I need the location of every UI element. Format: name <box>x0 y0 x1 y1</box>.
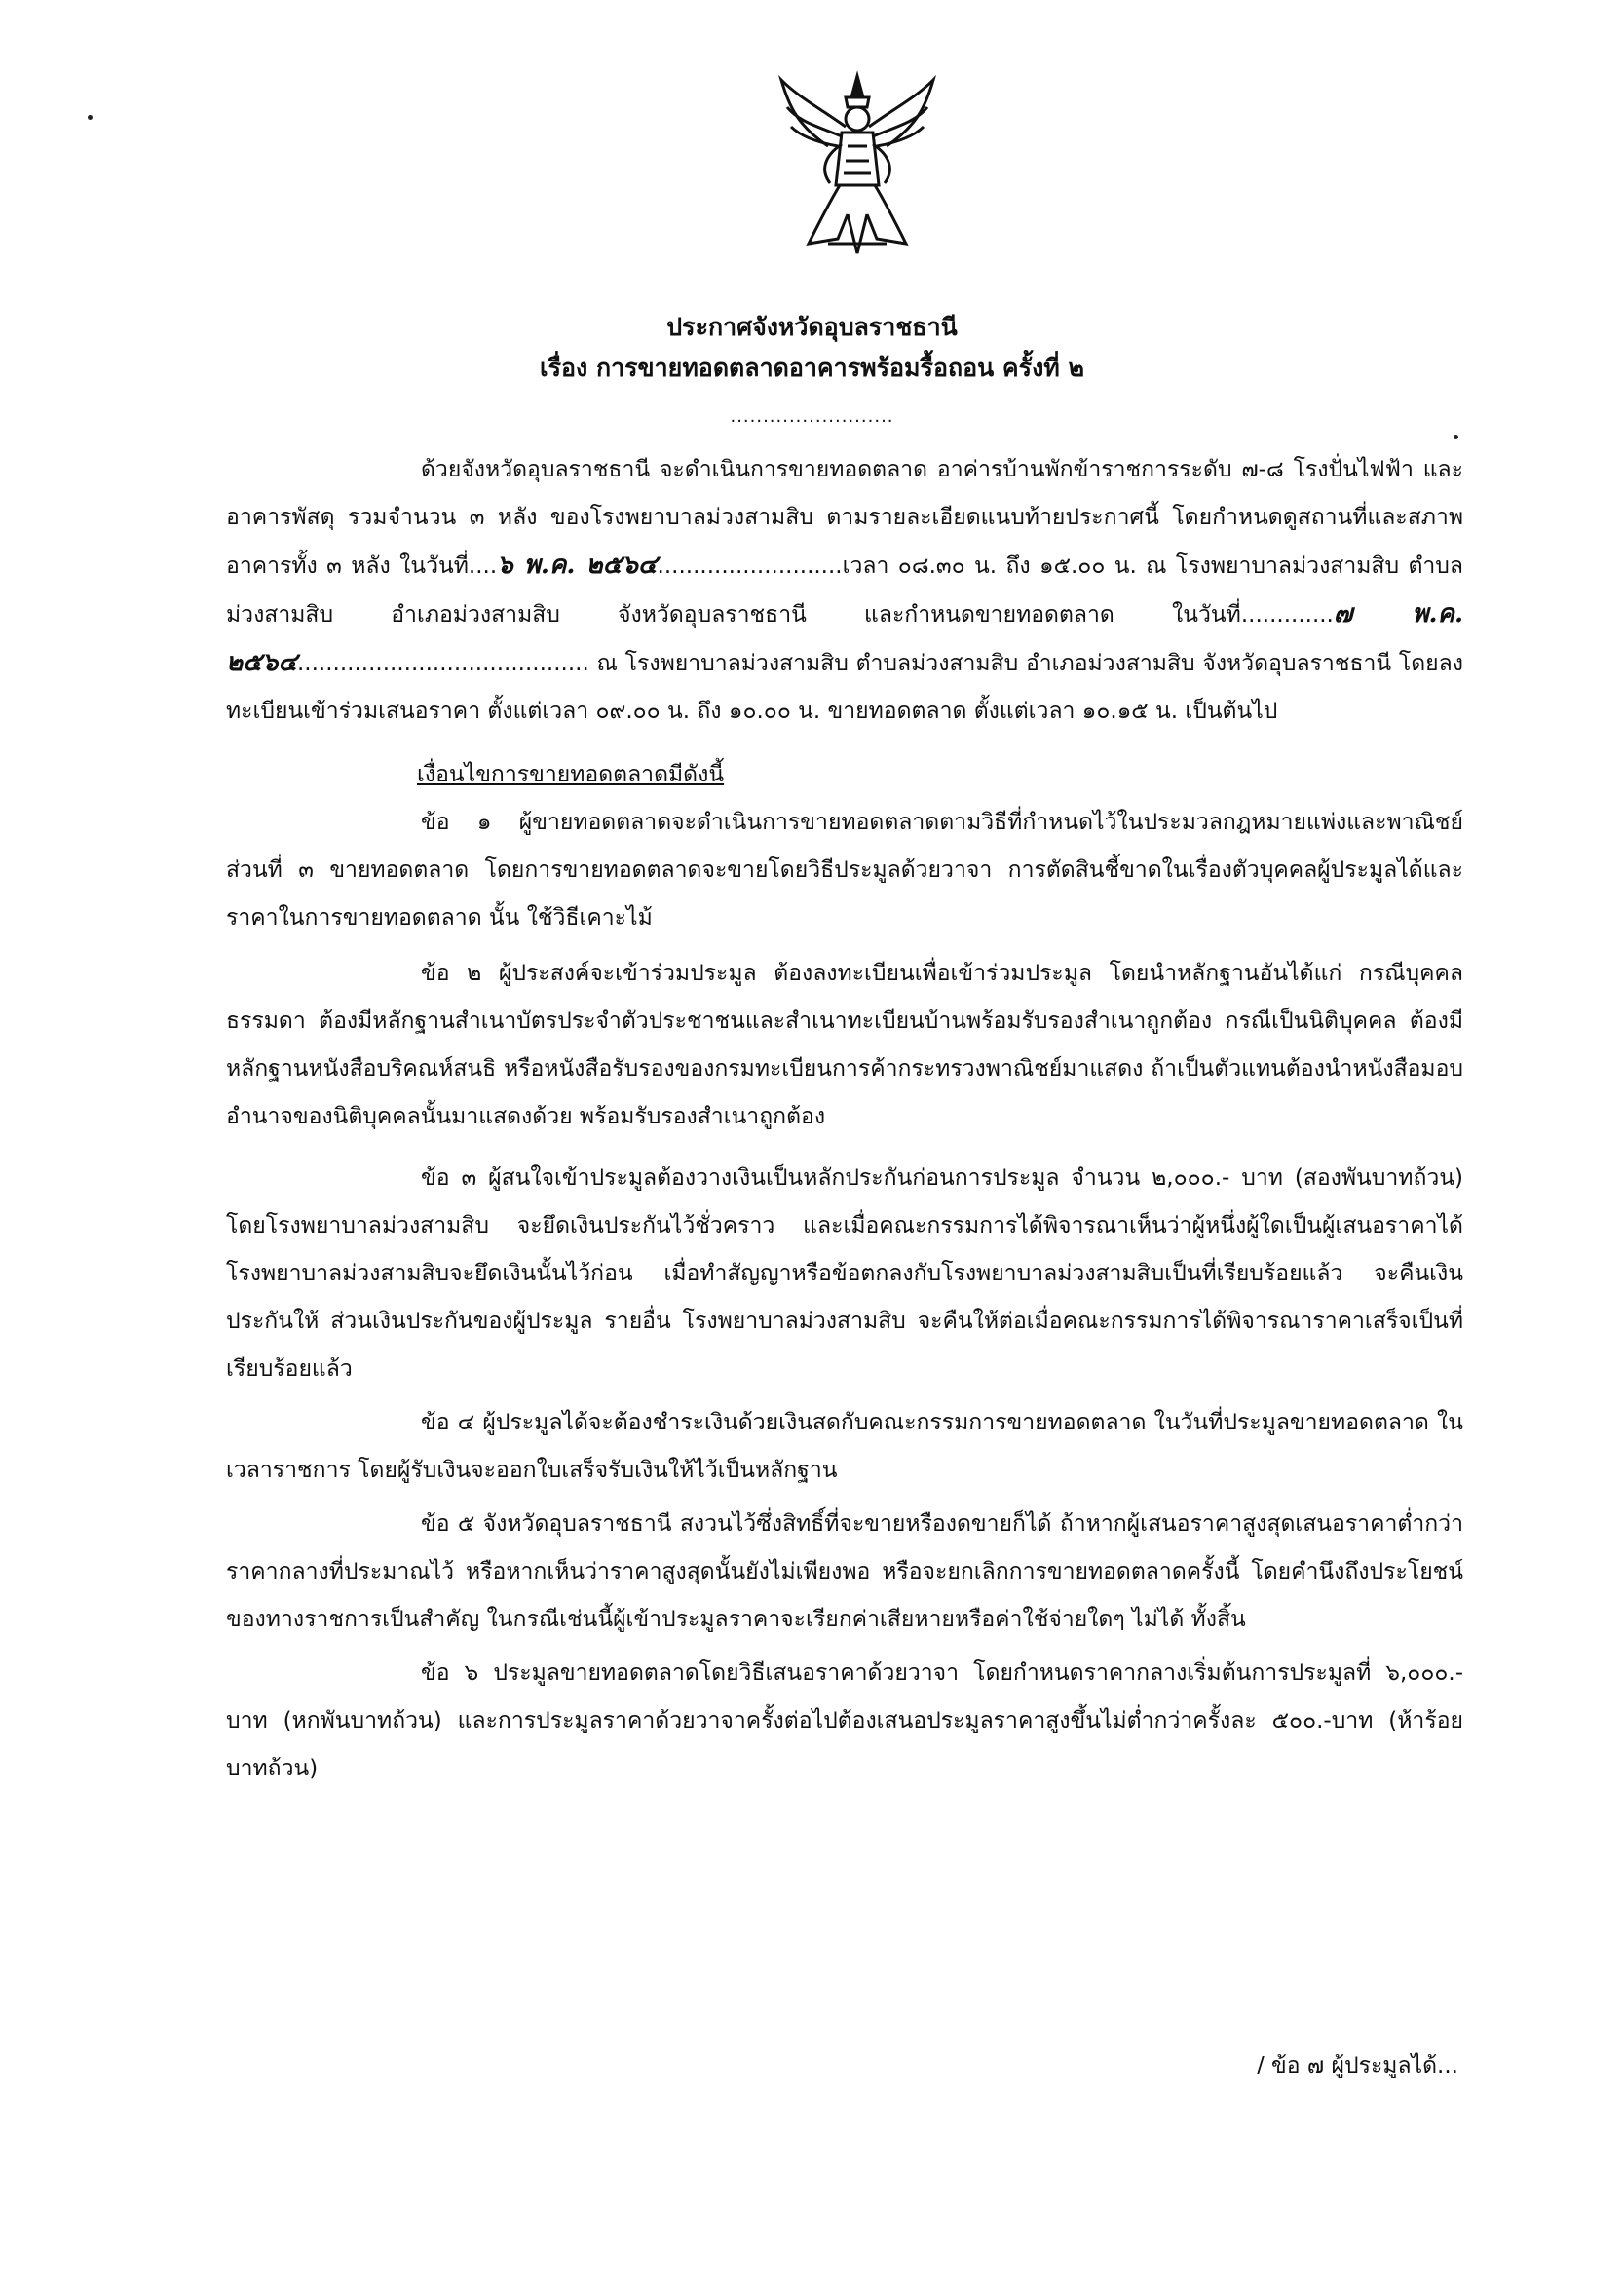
inspection-date: ๖ พ.ค. ๒๕๖๔ <box>497 551 658 580</box>
intro-text-b: เวลา ๐๘.๓๐ น. ถึง ๑๕.๐๐ น. ณ โรงพยาบาลม่วงสามสิบ ตำบลม่วงสามสิบ อำเภอม่วงสามสิบ จังหวัดอุบลราชธานี และกำหนดขายทอดตลาด ในวันที่ <box>226 553 1463 628</box>
scan-speck <box>88 115 93 120</box>
announcement-body <box>226 446 1463 1793</box>
intro-text-c: ณ โรงพยาบาลม่วงสามสิบ ตำบลม่วงสามสิบ อำเภอม่วงสามสิบ จังหวัดอุบลราชธานี โดยลงทะเบียนเข้าร่วมเสนอราคา ตั้งแต่เวลา ๐๙.๐๐ น. ถึง ๑๐.๐๐ น. ขายทอดตลาด ตั้งแต่เวลา ๑๐.๑๕ น. เป็นต้นไป <box>226 651 1463 724</box>
auction-date: ๗ พ.ค. ๒๕๖๔ <box>226 599 1463 677</box>
garuda-emblem-icon <box>770 68 945 263</box>
clause-3: ข้อ ๓ ผู้สนใจเข้าประมูลต้องวางเงินเป็นหลักประกันก่อนการประมูล จำนวน ๒,๐๐๐.- บาท (สองพันบาทถ้วน) โดยโรงพยาบาลม่วงสามสิบ จะยึดเงินประกันไว้ชั่วคราว และเมื่อคณะกรรมการได้พิจารณาเห็นว่าผู้หนึ่งผู้ใดเป็นผู้เสนอราคาได้ โรงพยาบาลม่วงสามสิบจะยึดเงินนั้นไว้ก่อน เมื่อทำสัญญาหรือข้อตกลงกับโรงพยาบาลม่วงสามสิบเป็นที่เรียบร้อยแล้ว จะคืนเงินประกันให้ ส่วนเงินประกันของผู้ประมูล รายอื่น โรงพยาบาลม่วงสามสิบ จะคืนให้ต่อเมื่อคณะกรรมการได้พิจารณาราคาเสร็จเป็นที่เรียบร้อยแล้ว <box>226 1165 1463 1382</box>
intro-paragraph: ด้วยจังหวัดอุบลราชธานี จะดำเนินการขายทอดตลาด อาค่ารบ้านพักข้าราชการระดับ ๗-๘ โรงปั่นไฟฟ้า และอาคารพัสดุ รวมจำนวน ๓ หลัง ของโรงพยาบาลม่วงสามสิบ ตามรายละเอียดแนบท้ายประกาศนี้ โดยกำหนดดูสถานที่และสภาพอาคารทั้ง ๓ หลัง ในวันที่....๖ พ.ค. ๒๕๖๔..........................เวลา ๐๘.๓๐ น. ถึง ๑๕.๐๐ น. ณ โรงพยาบาลม่วงสามสิบ ตำบลม่วงสามสิบ อำเภอม่วงสามสิบ จังหวัดอุบลราชธานี และกำหนดขายทอดตลาด ในวันที่.............๗ พ.ค. ๒๕๖๔......................................... ณ โรงพยาบาลม่วงสามสิบ ตำบลม่วงสามสิบ อำเภอม่วงสามสิบ จังหวัดอุบลราชธานี โดยลงทะเบียนเข้าร่วมเสนอราคา ตั้งแต่เวลา ๐๙.๐๐ น. ถึง ๑๐.๐๐ น. ขายทอดตลาด ตั้งแต่เวลา ๑๐.๑๕ น. เป็นต้นไป <box>226 457 1463 724</box>
continued-note: / ข้อ ๗ ผู้ประมูลได้... <box>1257 2053 1458 2078</box>
title-divider: ......................... <box>730 406 894 427</box>
clause-6: ข้อ ๖ ประมูลขายทอดตลาดโดยวิธีเสนอราคาด้วยวาจา โดยกำหนดราคากลางเริ่มต้นการประมูลที่ ๖,๐๐๐.-บาท (หกพันบาทถ้วน) และการประมูลราคาด้วยวาจาครั้งต่อไปต้องเสนอประมูลราคาสูงขึ้นไม่ต่ำกว่าครั้งละ ๕๐๐.-บาท (ห้าร้อยบาทถ้วน) <box>226 1660 1463 1781</box>
clause-1: ข้อ ๑ ผู้ขายทอดตลาดจะดำเนินการขายทอดตลาดตามวิธีที่กำหนดไว้ในประมวลกฎหมายแพ่งและพาณิชย์ ส่วนที่ ๓ ขายทอดตลาด โดยการขายทอดตลาดจะขายโดยวิธีประมูลด้วยวาจา การตัดสินชี้ขาดในเรื่องตัวบุคคลผู้ประมูลได้และราคาในการขายทอดตลาด นั้น ใช้วิธีเคาะไม้ <box>226 810 1463 931</box>
conditions-heading: เงื่อนไขการขายทอดตลาดมีดังนี้ <box>417 762 725 787</box>
announcement-title: ประกาศจังหวัดอุบลราชธานี <box>666 313 958 341</box>
clause-5: ข้อ ๕ จังหวัดอุบลราชธานี สงวนไว้ซึ่งสิทธิ์ที่จะขายหรืองดขายก็ได้ ถ้าหากผู้เสนอราคาสูงสุดเสนอราคาต่ำกว่าราคากลางที่ประมาณไว้ หรือหากเห็นว่าราคาสูงสุดนั้นยังไม่เพียงพอ หรือจะยกเลิกการขายทอดตลาดครั้งนี้ โดยคำนึงถึงประโยชน์ของทางราชการเป็นสำคัญ ในกรณีเช่นนี้ผู้เข้าประมูลราคาจะเรียกค่าเสียหายหรือค่าใช้จ่ายใดๆ ไม่ได้ ทั้งสิ้น <box>226 1511 1463 1632</box>
clause-2: ข้อ ๒ ผู้ประสงค์จะเข้าร่วมประมูล ต้องลงทะเบียนเพื่อเข้าร่วมประมูล โดยนำหลักฐานอันได้แก่ กรณีบุคคลธรรมดา ต้องมีหลักฐานสำเนาบัตรประจำตัวประชาชนและสำเนาทะเบียนบ้านพร้อมรับรองสำเนาถูกต้อง กรณีเป็นนิติบุคคล ต้องมีหลักฐานหนังสือบริคณห์สนธิ หรือหนังสือรับรองของกรมทะเบียนการค้ากระทรวงพาณิชย์มาแสดง ถ้าเป็นตัวแทนต้องนำหนังสือมอบอำนาจของนิติบุคคลนั้นมาแสดงด้วย พร้อมรับรองสำเนาถูกต้อง <box>226 961 1463 1129</box>
announcement-subject: เรื่อง การขายทอดตลาดอาคารพร้อมรื้อถอน ครั้งที่ ๒ <box>540 354 1084 382</box>
intro-text-a: ด้วยจังหวัดอุบลราชธานี จะดำเนินการขายทอดตลาด อาค่ารบ้านพักข้าราชการระดับ ๗-๘ โรงปั่นไฟฟ้า และอาคารพัสดุ รวมจำนวน ๓ หลัง ของโรงพยาบาลม่วงสามสิบ ตามรายละเอียดแนบท้ายประกาศนี้ โดยกำหนดดูสถานที่และสภาพอาคารทั้ง ๓ หลัง ในวันที่ <box>226 457 1463 579</box>
scan-speck <box>1454 435 1458 439</box>
clause-4: ข้อ ๔ ผู้ประมูลได้จะต้องชำระเงินด้วยเงินสดกับคณะกรรมการขายทอดตลาด ในวันที่ประมูลขายทอดตลาด ในเวลาราชการ โดยผู้รับเงินจะออกใบเสร็จรับเงินให้ไว้เป็นหลักฐาน <box>226 1410 1463 1483</box>
